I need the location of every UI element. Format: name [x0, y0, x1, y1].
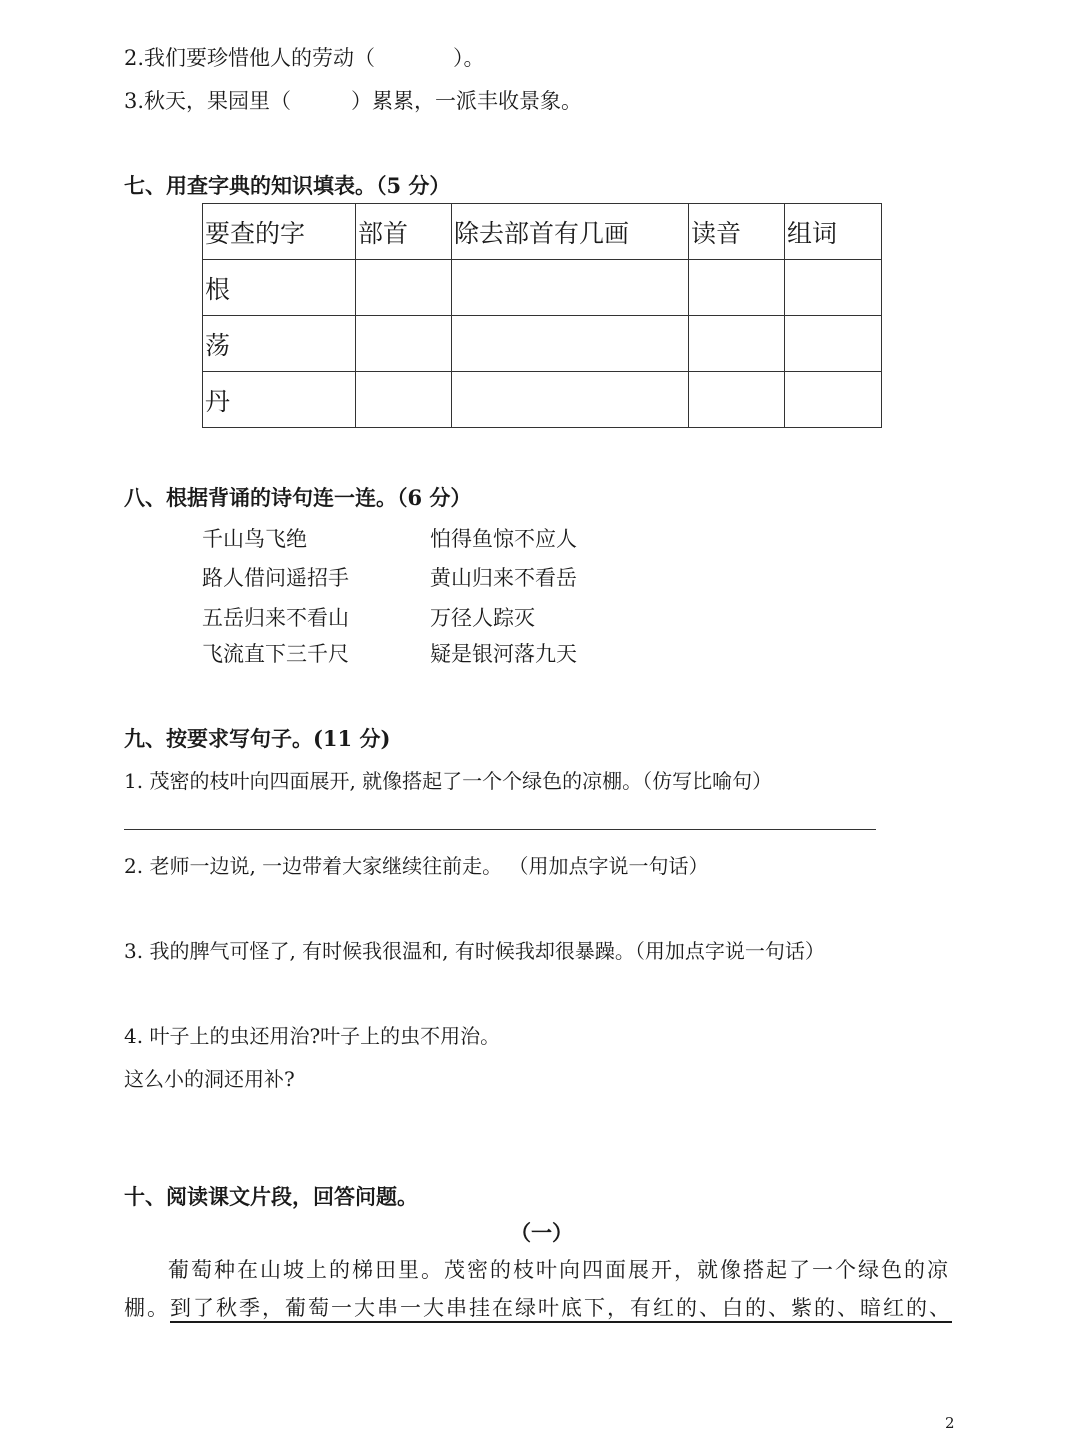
s6-item3-after: ）累累，一派丰收景象。: [351, 89, 583, 113]
table-header: 除去部首有几画: [452, 204, 689, 260]
dictionary-table: [202, 203, 882, 428]
table-row: [203, 372, 882, 428]
s10-heading: 十、阅读课文片段，回答问题。: [124, 1184, 418, 1209]
s6-item2-after: ）。: [453, 46, 485, 70]
table-cell-blank: [689, 316, 785, 372]
s9-question-4-b: 这么小的洞还用补?: [124, 1067, 295, 1091]
table-cell-blank: [689, 260, 785, 316]
answer-line: [124, 829, 876, 830]
table-cell-blank: [785, 372, 882, 428]
s8-heading: 八、根据背诵的诗句连一连。（6 分）: [124, 485, 472, 510]
s6-item2: [124, 42, 485, 72]
table-row: [203, 260, 882, 316]
table-cell-blank: [452, 260, 689, 316]
poem-left-3: 五岳归来不看山: [202, 606, 349, 630]
s9-question-4: 4. 叶子上的虫还用治?叶子上的虫不用治。: [124, 1024, 501, 1048]
poem-right-2: 黄山归来不看岳: [430, 566, 577, 590]
table-cell-char: 根: [203, 260, 356, 316]
table-cell-blank: [452, 316, 689, 372]
table-row: [203, 316, 882, 372]
s9-question-1: 1. 茂密的枝叶向四面展开, 就像搭起了一个个绿色的凉棚。（仿写比喻句）: [124, 769, 773, 793]
page-number: 2: [945, 1414, 955, 1432]
s6-item3-before: 3.秋天，果园里（: [124, 89, 292, 113]
poem-right-3: 万径人踪灭: [430, 606, 535, 630]
table-cell-char: 丹: [203, 372, 356, 428]
s6-item2-before: 2.我们要珍惜他人的劳动（: [124, 46, 376, 70]
s9-question-2: 2. 老师一边说, 一边带着大家继续往前走。 （用加点字说一句话）: [124, 854, 709, 878]
s6-item3: [124, 85, 582, 115]
poem-left-4: 飞流直下三千尺: [202, 642, 349, 666]
poem-left-2: 路人借问遥招手: [202, 566, 349, 590]
poem-left-1: 千山鸟飞绝: [202, 527, 307, 551]
passage-line-2: [124, 1292, 952, 1322]
s10-subheading: （一）: [510, 1220, 573, 1245]
table-cell-char: 荡: [203, 316, 356, 372]
s9-heading: 九、按要求写句子。(11 分): [124, 726, 391, 751]
table-cell-blank: [785, 316, 882, 372]
poem-right-4: 疑是银河落九天: [430, 642, 577, 666]
table-header: 要查的字: [203, 204, 356, 260]
table-cell-blank: [356, 316, 452, 372]
table-cell-blank: [689, 372, 785, 428]
table-cell-blank: [785, 260, 882, 316]
table-cell-blank: [356, 372, 452, 428]
poem-right-1: 怕得鱼惊不应人: [430, 527, 577, 551]
table-cell-blank: [356, 260, 452, 316]
table-header: 组词: [785, 204, 882, 260]
passage-line-1: 葡萄种在山坡上的梯田里。茂密的枝叶向四面展开，就像搭起了一个绿色的凉: [168, 1258, 950, 1282]
passage-line-2-plain: 棚。: [124, 1296, 170, 1320]
s7-heading: 七、用查字典的知识填表。（5 分）: [124, 173, 451, 198]
s9-question-3: 3. 我的脾气可怪了, 有时候我很温和, 有时候我却很暴躁。（用加点字说一句话）: [124, 939, 825, 963]
table-header: 读音: [689, 204, 785, 260]
table-header: 部首: [356, 204, 452, 260]
passage-underlined-text: 到了秋季，葡萄一大串一大串挂在绿叶底下，有红的、白的、紫的、暗红的、: [170, 1296, 952, 1320]
table-header-row: [203, 204, 882, 260]
table-cell-blank: [452, 372, 689, 428]
